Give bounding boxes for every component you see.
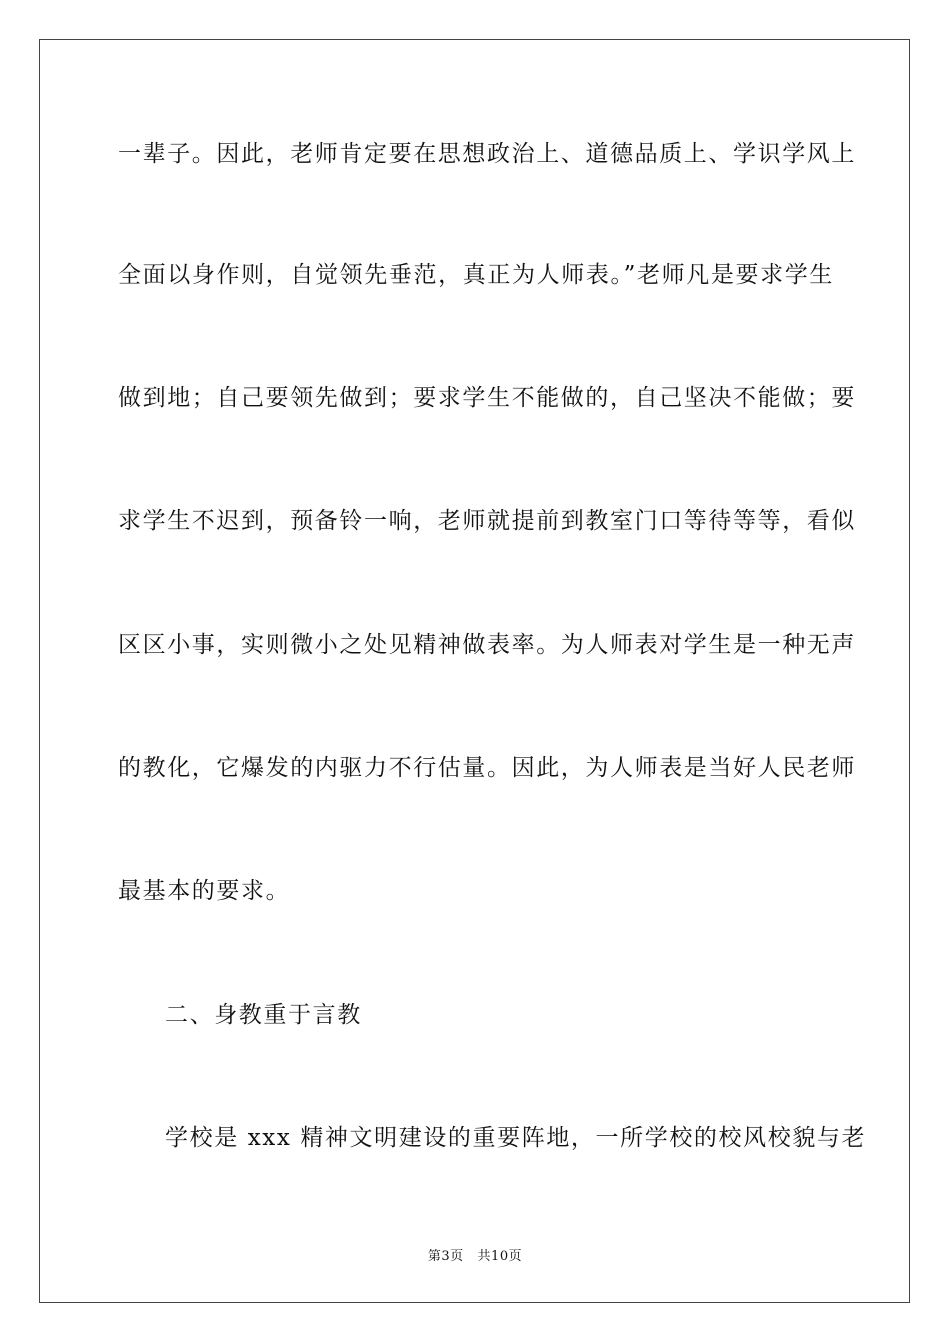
section-heading: 二、身教重于言教 — [165, 1002, 362, 1028]
paragraph-start-line: 学校是 xxx 精神文明建设的重要阵地，一所学校的校风校貌与老 — [165, 1125, 867, 1151]
body-text-line: 一辈子。因此，老师肯定要在思想政治上、道德品质上、学识学风上 — [118, 141, 856, 167]
body-text-line: 区区小事，实则微小之处见精神做表率。为人师表对学生是一种无声 — [118, 632, 856, 658]
body-text-line: 求学生不迟到，预备铃一响，老师就提前到教室门口等待等等，看似 — [118, 508, 856, 534]
page-number-footer: 第3页 共10页 — [427, 1249, 523, 1264]
body-text-line: 全面以身作则，自觉领先垂范，真正为人师表。”老师凡是要求学生 — [118, 262, 834, 288]
body-text-line: 最基本的要求。 — [118, 878, 291, 904]
body-text-line: 做到地；自己要领先做到；要求学生不能做的，自己坚决不能做；要 — [118, 385, 856, 411]
page-border — [39, 39, 910, 1303]
body-text-line: 的教化，它爆发的内驱力不行估量。因此，为人师表是当好人民老师 — [118, 755, 856, 781]
